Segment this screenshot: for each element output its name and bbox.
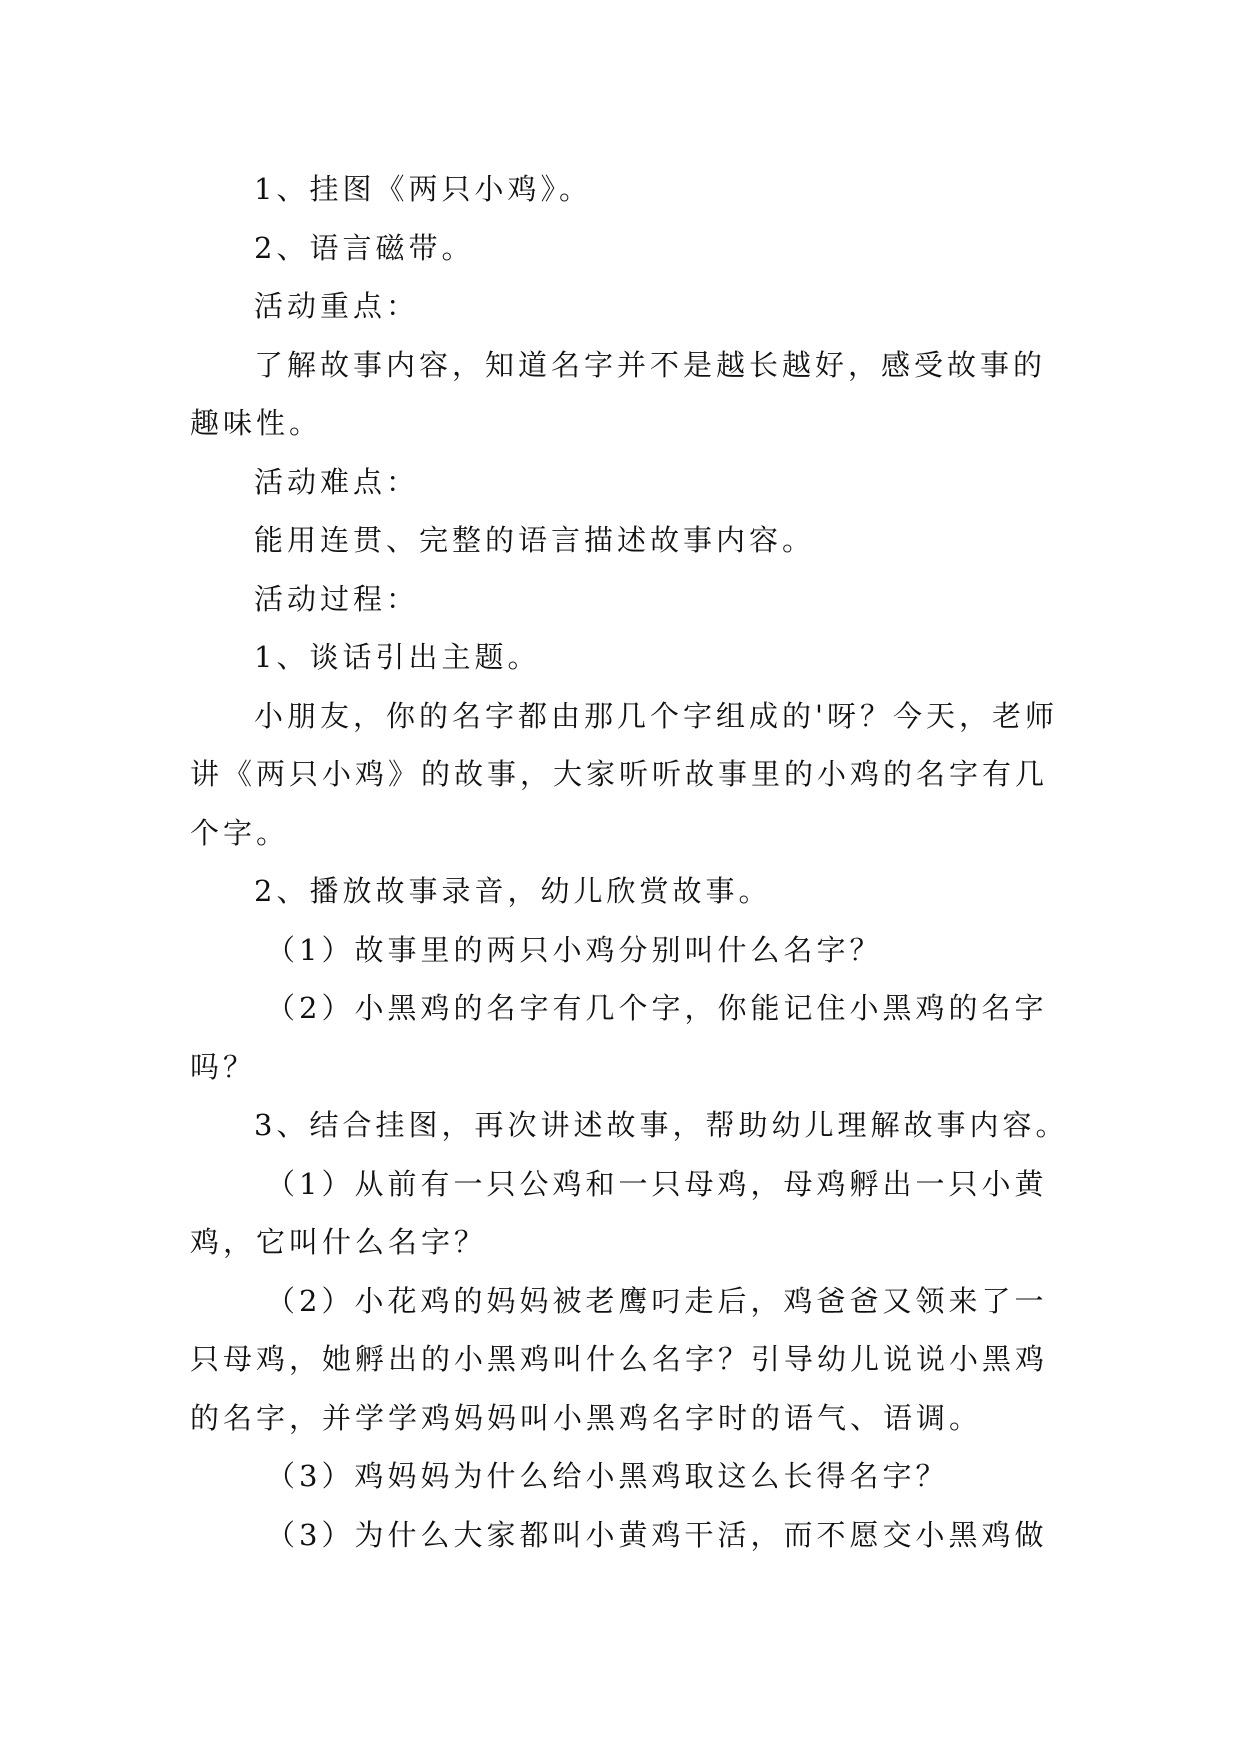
paragraph-difficulties: 能用连贯、完整的语言描述故事内容。 [254, 523, 816, 557]
paragraph-material-1: 1、挂图《两只小鸡》。 [254, 172, 592, 206]
paragraph-material-2: 2、语言磁带。 [254, 230, 475, 265]
paragraph-step-3-q2: （2）小花鸡的妈妈被老鹰叼走后，鸡爸爸又领来了一只母鸡，她孵出的小黑鸡叫什么名字？引导幼儿说说小黑鸡的名字，并学学鸡妈妈叫小黑鸡名字时的语气、语调。 [190, 1283, 1049, 1435]
paragraph-step-3-q3: （3）鸡妈妈为什么给小黑鸡取这么长得名字？ [266, 1459, 949, 1493]
heading-difficulties: 活动难点： [254, 464, 420, 499]
paragraph-step-2: 2、播放故事录音，幼儿欣赏故事。 [254, 874, 772, 908]
heading-key-points: 活动重点： [254, 289, 420, 323]
paragraph-step-1: 1、谈话引出主题。 [254, 640, 541, 674]
paragraph-step-3: 3、结合挂图，再次讲述故事，帮助幼儿理解故事内容。 [254, 1108, 1069, 1142]
paragraph-step-2-q1: （1）故事里的两只小鸡分别叫什么名字？ [266, 932, 883, 967]
document-body [190, 160, 1070, 1564]
paragraph-key-points: 了解故事内容，知道名字并不是越长越好，感受故事的趣味性。 [190, 347, 1047, 440]
paragraph-step-2-q2: （2）小黑鸡的名字有几个字，你能记住小黑鸡的名字吗？ [190, 991, 1048, 1084]
paragraph-step-3-q1: （1）从前有一只公鸡和一只母鸡，母鸡孵出一只小黄鸡，它叫什么名字？ [190, 1166, 1048, 1259]
paragraph-step-1-detail: 小朋友，你的名字都由那几个字组成的'呀？今天，老师讲《两只小鸡》的故事，大家听听故事里的小鸡的名字有几个字。 [190, 698, 1058, 850]
paragraph-step-3-q4: （3）为什么大家都叫小黄鸡干活，而不愿交小黑鸡做 [266, 1517, 1048, 1552]
heading-process: 活动过程： [254, 581, 420, 616]
